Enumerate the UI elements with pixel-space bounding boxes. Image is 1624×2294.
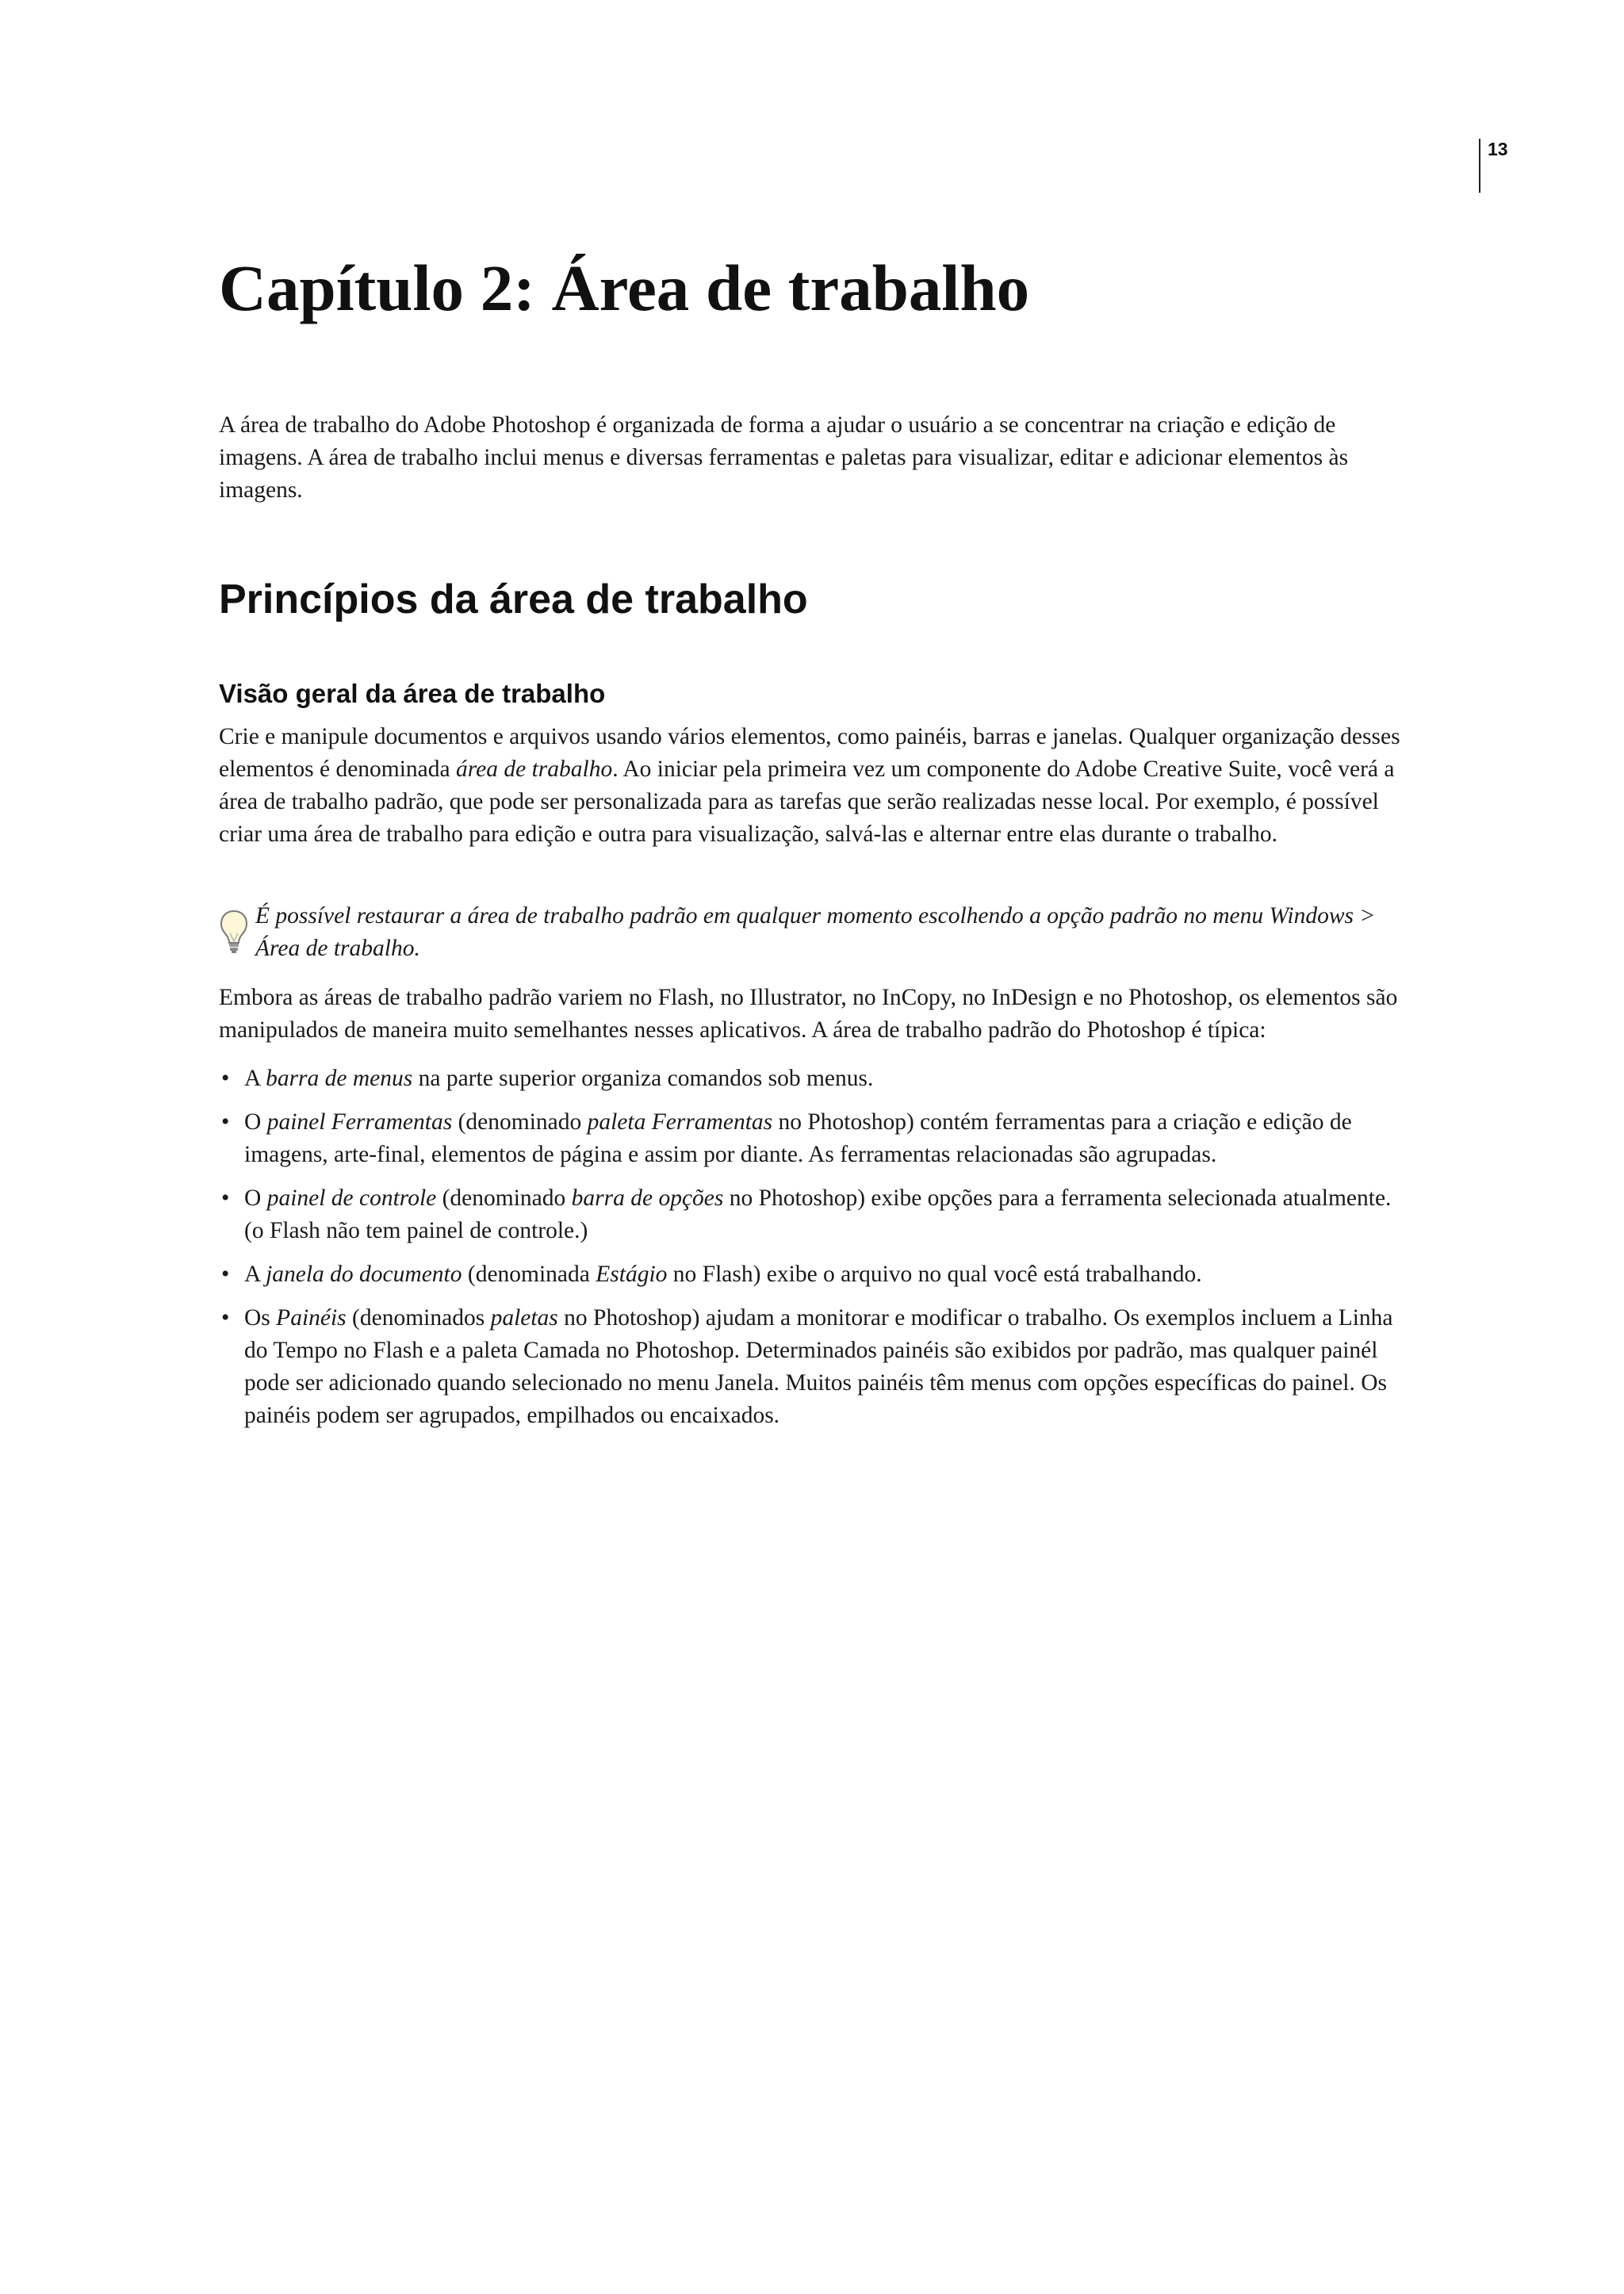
list-item-text: O [244,1185,267,1211]
list-item-emphasis: paletas [490,1305,558,1331]
list-item [219,1063,1404,1095]
tip-note [219,900,1404,965]
list-item-text: O [244,1109,267,1135]
list-item [219,1302,1404,1432]
lightbulb-icon [219,910,249,954]
list-item-text: (denominado [436,1185,572,1211]
list-item-text: no Photoshop) contém ferramentas para a criação e edição de imagens, arte-final, elementos de página e assim por diante. As ferramentas relacionadas são agrupadas. [244,1109,1352,1167]
list-item-emphasis: barra de menus [266,1066,413,1091]
list-item-emphasis: paleta Ferramentas [587,1109,773,1135]
subsection-title: Visão geral da área de trabalho [219,679,606,708]
overview-text-1: Crie e manipule documentos e arquivos usando vários elementos, como painéis, barras e janelas. Qualquer organização desses elementos é denominada [219,724,1400,782]
list-item-text: no Photoshop) exibe opções para a ferramenta selecionada atualmente. (o Flash não tem painel de controle.) [244,1185,1392,1243]
bullet-marker: • [221,1262,230,1287]
section-title: Princípios da área de trabalho [219,576,808,622]
list-item-text: no Flash) exibe o arquivo no qual você está trabalhando. [667,1262,1202,1287]
list-item-emphasis: Painéis [276,1305,347,1331]
list-item-emphasis: barra de opções [571,1185,724,1211]
list-item-text: (denominada [462,1262,596,1287]
bullet-marker: • [221,1109,230,1135]
intro-paragraph: A área de trabalho do Adobe Photoshop é organizada de forma a ajudar o usuário a se concentrar na criação e edição de imagens. A área de trabalho inclui menus e diversas ferramentas e paletas para visualizar, editar e adicionar elementos às imagens. [219,412,1349,503]
comparison-paragraph: Embora as áreas de trabalho padrão variem no Flash, no Illustrator, no InCopy, no InDesign e no Photoshop, os elementos são manipulados de maneira muito semelhantes nesses aplicativos. A área de trabalho padrão do Photoshop é típica: [219,985,1398,1043]
page-number: 13 [1488,139,1508,159]
overview-text-2: . Ao iniciar pela primeira vez um componente do Adobe Creative Suite, você verá a área de trabalho padrão, que pode ser personalizada para as tarefas que serão realizadas nesse local. Por exemplo, é possível criar uma área de trabalho para edição e outra para visualização, salvá-las e alternar entre elas durante o trabalho. [219,756,1395,847]
list-item-emphasis: painel de controle [266,1185,437,1211]
list-item-text: (denominados [346,1305,491,1331]
overview-paragraph [219,721,1404,851]
list-item-emphasis: painel Ferramentas [266,1109,453,1135]
bullet-marker: • [221,1305,230,1331]
list-item-text: A [244,1262,266,1287]
page-number-rule [1479,139,1480,193]
list-item-text: Os [244,1305,277,1331]
list-item-text: na parte superior organiza comandos sob menus. [412,1066,874,1091]
list-item-text: (denominado [452,1109,588,1135]
list-item-text: no Photoshop) ajudam a monitorar e modificar o trabalho. Os exemplos incluem a Linha do Tempo no Flash e a paleta Camada no Photoshop. Determinados painéis são exibidos por padrão, mas qualquer painél pode ser adicionado quando selecionado no menu Janela. Muitos painéis têm menus com opções específicas do painel. Os painéis podem ser agrupados, empilhados ou encaixados. [244,1305,1393,1428]
tip-text: É possível restaurar a área de trabalho padrão em qualquer momento escolhendo a opção padrão no menu Windows > Área de trabalho. [255,903,1376,961]
list-item [219,1106,1404,1171]
bullet-marker: • [221,1185,230,1211]
list-item [219,1182,1404,1247]
workspace-elements-list [219,1063,1404,1443]
list-item [219,1258,1404,1291]
list-item-emphasis: janela do documento [266,1262,462,1287]
bullet-marker: • [221,1066,230,1091]
list-item-emphasis: Estágio [596,1262,668,1287]
list-item-text: A [244,1066,266,1091]
overview-emphasis: área de trabalho [456,756,613,782]
chapter-title: Capítulo 2: Área de trabalho [219,251,1030,324]
